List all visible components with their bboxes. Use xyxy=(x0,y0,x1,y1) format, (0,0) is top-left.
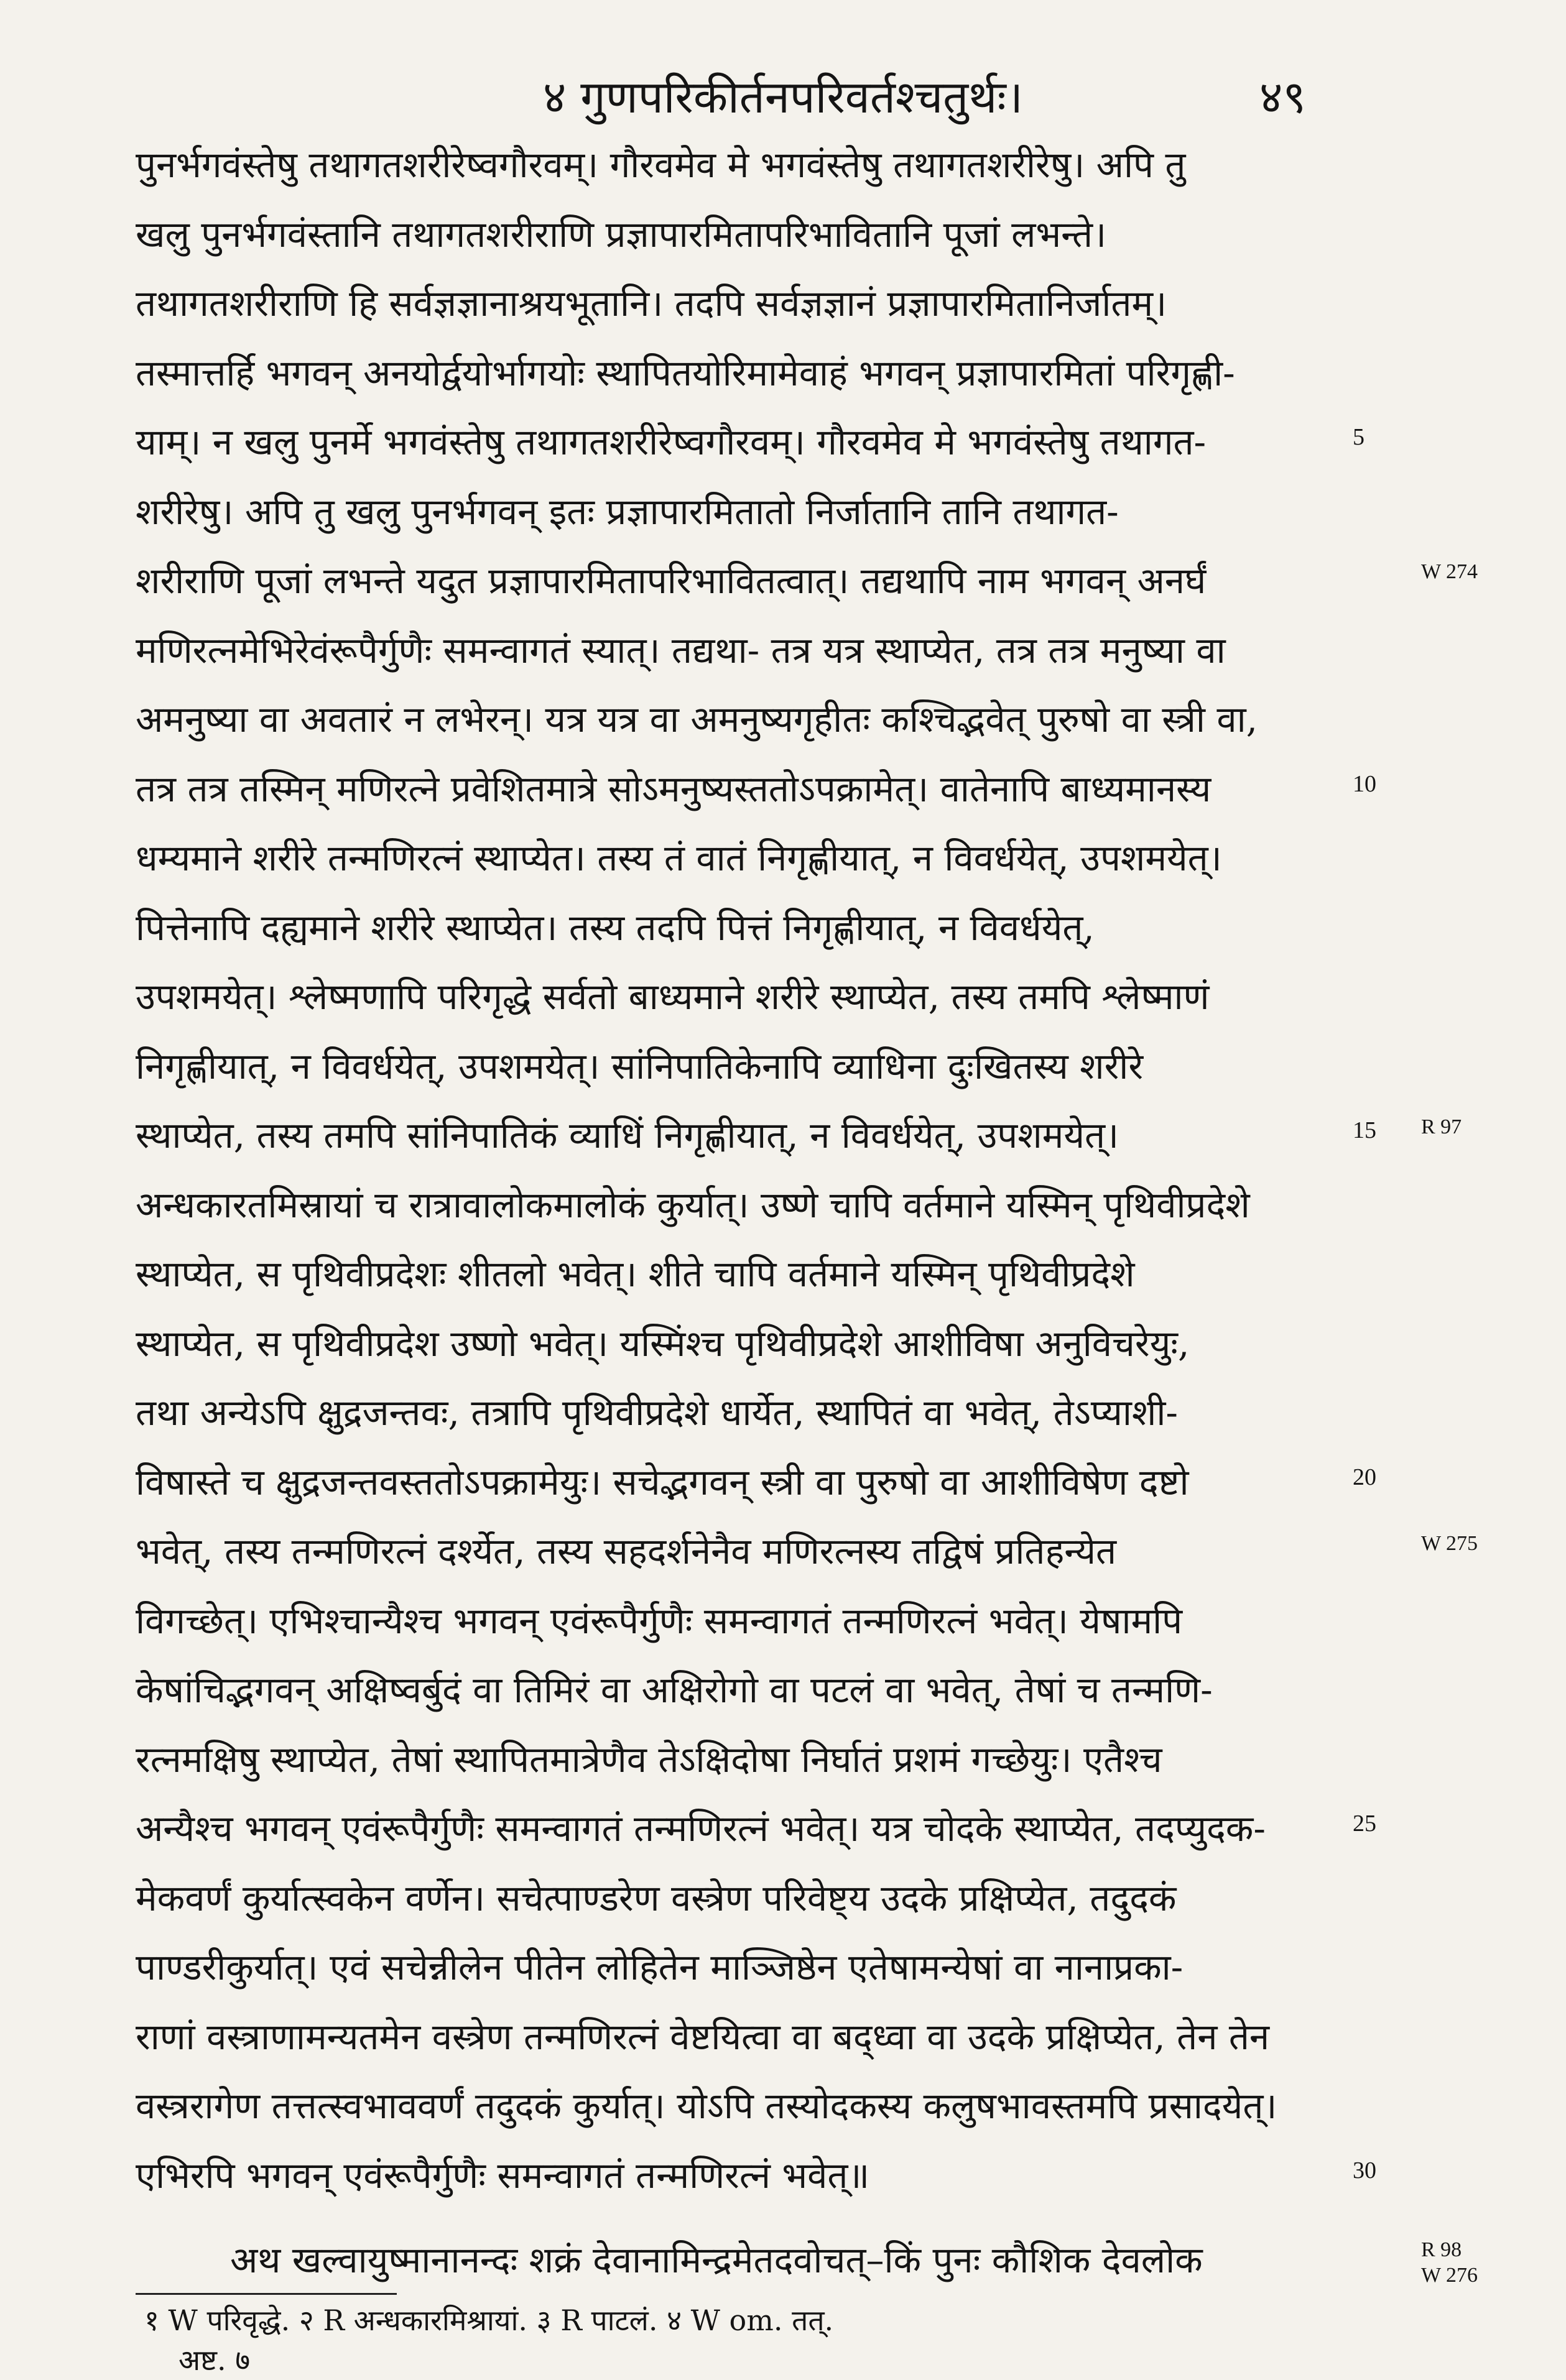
siglum-w274: W 274 xyxy=(1421,560,1478,583)
running-title: ४ गुणपरिकीर्तनपरिवर्तश्चतुर्थः। xyxy=(542,71,1024,123)
text-line: राणां वस्त्राणामन्यतमेन वस्त्रेण तन्मणिरत्नं वेष्टयित्वा वा बद्ध्वा वा उदके प्रक्षिप्येत, तेन तेन xyxy=(136,2015,1270,2058)
siglum-w276: W 276 xyxy=(1421,2264,1478,2287)
line-number-5: 5 xyxy=(1353,424,1364,450)
text-line: विगच्छेत्। एभिश्चान्यैश्च भगवन् एवंरूपैर्गुणैः समन्वागतं तन्मणिरत्नं भवेत्। येषामपि xyxy=(136,1599,1183,1642)
text-line: पुनर्भगवंस्तेषु तथागतशरीरेष्वगौरवम्। गौरवमेव मे भगवंस्तेषु तथागतशरीरेषु। अपि तु xyxy=(136,144,1186,186)
text-line: रत्नमक्षिषु स्थाप्येत, तेषां स्थापितमात्रेणैव तेऽक्षिदोषा निर्घातं प्रशमं गच्छेयुः। एतैश्च xyxy=(136,1738,1162,1781)
text-line: मेकवर्णं कुर्यात्स्वकेन वर्णेन। सचेत्पाण्डरेण वस्त्रेण परिवेष्ट्य उदके प्रक्षिप्येत, तदुदकं xyxy=(136,1876,1177,1919)
sanskrit-body-text xyxy=(136,131,1348,2210)
signature-mark: अष्ट. ७ xyxy=(178,2343,251,2377)
line-number-10: 10 xyxy=(1353,771,1376,797)
text-line: एभिरपि भगवन् एवंरूपैर्गुणैः समन्वागतं तन्मणिरत्नं भवेत्॥ xyxy=(136,2154,870,2197)
text-line: मणिरत्नमेभिरेवंरूपैर्गुणैः समन्वागतं स्यात्। तद्यथा- तत्र यत्र स्थाप्येत, तत्र तत्र मनुष्या वा xyxy=(136,629,1226,671)
text-line: तथागतशरीराणि हि सर्वज्ञज्ञानाश्रयभूतानि। तदपि सर्वज्ञज्ञानं प्रज्ञापारमितानिर्जातम्। xyxy=(136,282,1167,325)
text-line: खलु पुनर्भगवंस्तानि तथागतशरीराणि प्रज्ञापारमितापरिभावितानि पूजां लभन्ते। xyxy=(136,213,1107,256)
line-number-25: 25 xyxy=(1353,1810,1376,1837)
closing-line: अथ खल्वायुष्मानानन्दः शक्रं देवानामिन्द्रमेतदवोचत्–किं पुनः कौशिक देवलोक xyxy=(230,2239,1203,2281)
footnote-text: १ W परिवृद्धे. २ R अन्धकारमिश्रायां. ३ R पाटलं. ४ W om. तत्. xyxy=(144,2304,834,2337)
siglum-w275: W 275 xyxy=(1421,1532,1478,1555)
text-line: शरीरेषु। अपि तु खलु पुनर्भगवन् इतः प्रज्ञापारमितातो निर्जातानि तानि तथागत- xyxy=(136,490,1119,533)
text-line: विषास्ते च क्षुद्रजन्तवस्ततोऽपक्रामेयुः। सचेद्भगवन् स्त्री वा पुरुषो वा आशीविषेण दष्टो xyxy=(136,1460,1189,1503)
text-line: पित्तेनापि दह्यमाने शरीरे स्थाप्येत। तस्य तदपि पित्तं निगृह्णीयात्, न विवर्धयेत्, xyxy=(136,906,1095,949)
siglum-r97: R 97 xyxy=(1421,1115,1462,1138)
text-line: अन्यैश्च भगवन् एवंरूपैर्गुणैः समन्वागतं तन्मणिरत्नं भवेत्। यत्र चोदके स्थाप्येत, तदप्युदक- xyxy=(136,1807,1266,1850)
text-line: स्थाप्येत, स पृथिवीप्रदेशः शीतलो भवेत्। शीते चापि वर्तमाने यस्मिन् पृथिवीप्रदेशे xyxy=(136,1253,1135,1295)
text-line: पाण्डरीकुर्यात्। एवं सचेन्नीलेन पीतेन लोहितेन माञ्जिष्ठेन एतेषामन्येषां वा नानाप्रका- xyxy=(136,1946,1184,1988)
line-number-30: 30 xyxy=(1353,2157,1376,2184)
text-line: स्थाप्येत, स पृथिवीप्रदेश उष्णो भवेत्। यस्मिंश्च पृथिवीप्रदेशे आशीविषा अनुविचरेयुः, xyxy=(136,1322,1190,1365)
text-line: तत्र तत्र तस्मिन् मणिरत्ने प्रवेशितमात्रे सोऽमनुष्यस्ततोऽपक्रामेत्। वातेनापि बाध्यमानस्य xyxy=(136,767,1212,810)
text-line: तस्मात्तर्हि भगवन् अनयोर्द्वयोर्भागयोः स्थापितयोरिमामेवाहं भगवन् प्रज्ञापारमितां परिगृह्णी- xyxy=(136,351,1235,394)
footnote-divider xyxy=(136,2293,397,2295)
text-line: भवेत्, तस्य तन्मणिरत्नं दर्श्येत, तस्य सहदर्शनेनैव मणिरत्नस्य तद्विषं प्रतिहन्येत xyxy=(136,1530,1117,1572)
siglum-r98: R 98 xyxy=(1421,2238,1462,2261)
text-line: अमनुष्या वा अवतारं न लभेरन्। यत्र यत्र वा अमनुष्यगृहीतः कश्चिद्भवेत् पुरुषो वा स्त्री वा, xyxy=(136,698,1258,740)
line-number-15: 15 xyxy=(1353,1117,1376,1143)
footnotes xyxy=(144,2300,1326,2380)
text-line: अन्धकारतमिस्रायां च रात्रावालोकमालोकं कुर्यात्। उष्णे चापि वर्तमाने यस्मिन् पृथिवीप्रदेशे xyxy=(136,1183,1250,1226)
text-line: धम्यमाने शरीरे तन्मणिरत्नं स्थाप्येत। तस्य तं वातं निगृह्णीयात्, न विवर्धयेत्, उपशमयेत्। xyxy=(136,837,1222,879)
text-line: वस्त्ररागेण तत्तत्स्वभाववर्णं तदुदकं कुर्यात्। योऽपि तस्योदकस्य कलुषभावस्तमपि प्रसादयेत्। xyxy=(136,2085,1277,2127)
text-line: तथा अन्येऽपि क्षुद्रजन्तवः, तत्रापि पृथिवीप्रदेशे धार्येत, स्थापितं वा भवेत्, तेऽप्याशी- xyxy=(136,1391,1178,1434)
text-line: उपशमयेत्। श्लेष्मणापि परिगृद्धे सर्वतो बाध्यमाने शरीरे स्थाप्येत, तस्य तमपि श्लेष्माणं xyxy=(136,976,1210,1018)
line-number-20: 20 xyxy=(1353,1464,1376,1490)
text-line: शरीराणि पूजां लभन्ते यदुत प्रज्ञापारमितापरिभावितत्वात्। तद्यथापि नाम भगवन् अनर्घं xyxy=(136,560,1207,602)
text-line: स्थाप्येत, तस्य तमपि सांनिपातिकं व्याधिं निगृह्णीयात्, न विवर्धयेत्, उपशमयेत्। xyxy=(136,1114,1119,1156)
page-number: ४९ xyxy=(1259,71,1306,123)
text-line: याम्। न खलु पुनर्मे भगवंस्तेषु तथागतशरीरेष्वगौरवम्। गौरवमेव मे भगवंस्तेषु तथागत- xyxy=(136,421,1207,463)
text-line: केषांचिद्भगवन् अक्षिष्वर्बुदं वा तिमिरं वा अक्षिरोगो वा पटलं वा भवेत्, तेषां च तन्मणि- xyxy=(136,1669,1213,1711)
text-line: निगृह्णीयात्, न विवर्धयेत्, उपशमयेत्। सांनिपातिकेनापि व्याधिना दुःखितस्य शरीरे xyxy=(136,1045,1144,1087)
